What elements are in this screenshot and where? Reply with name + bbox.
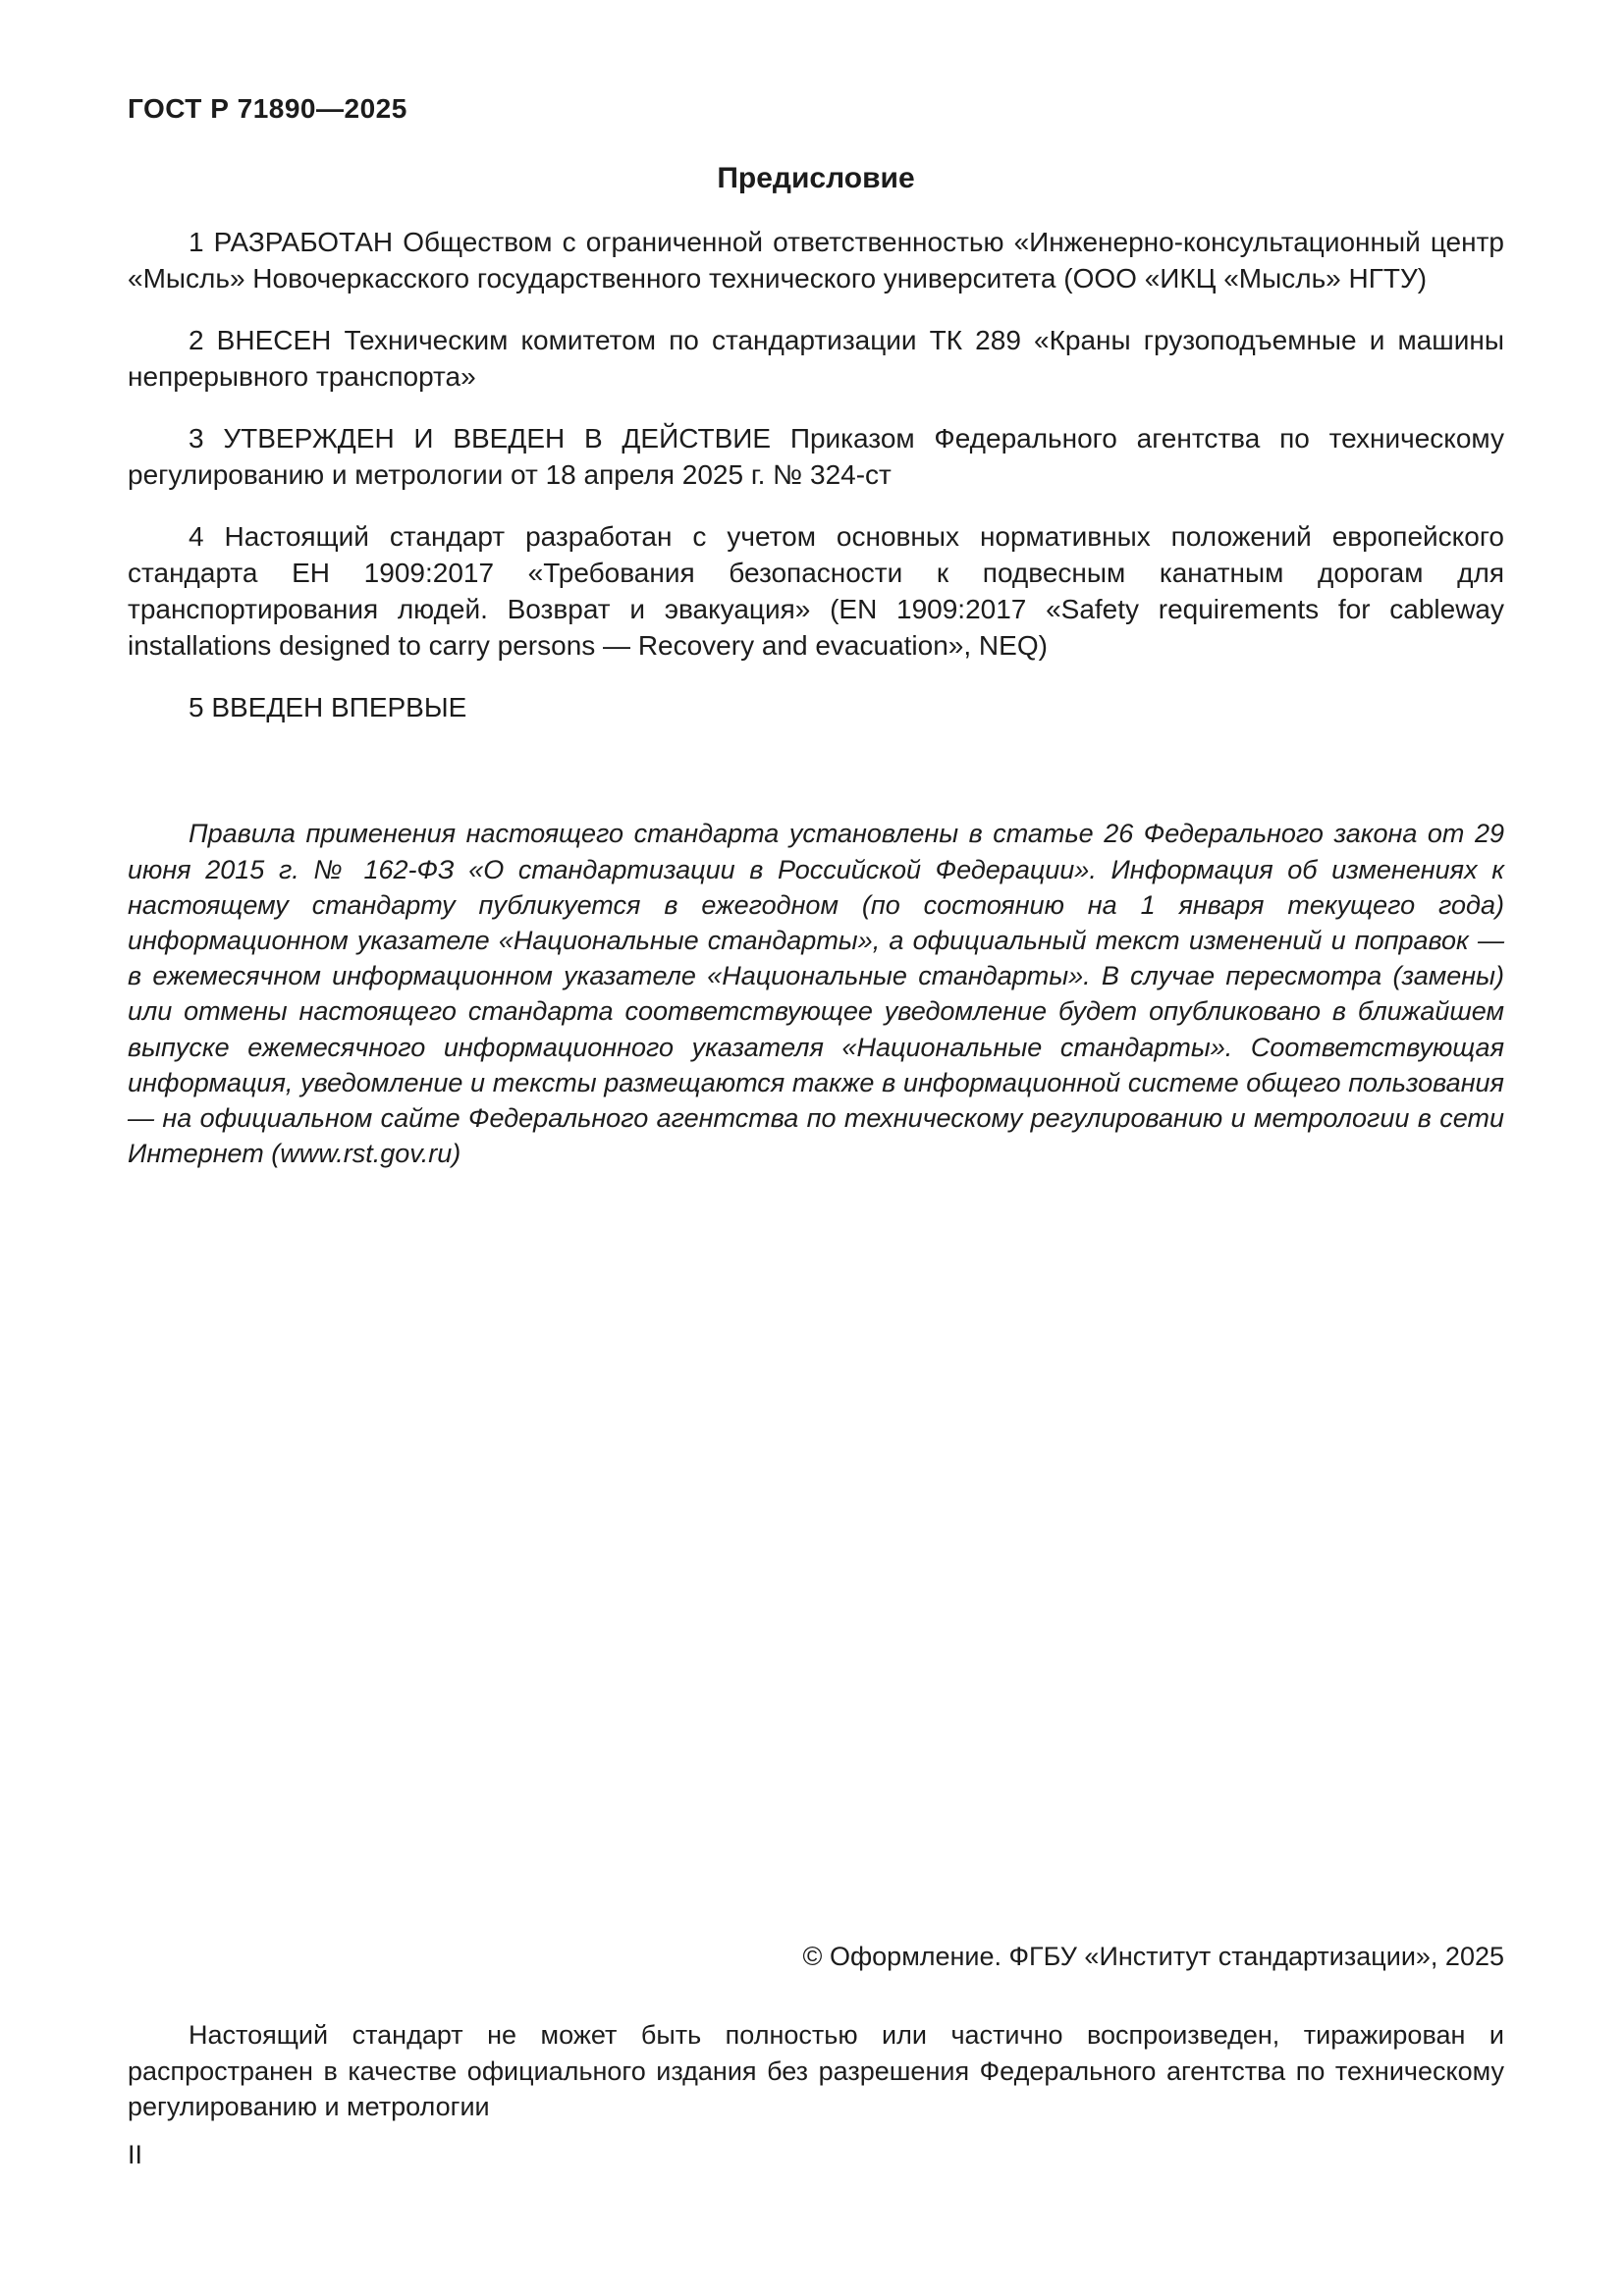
page-title: Предисловие [717,162,915,194]
page-content [128,93,1504,1171]
reproduction-notice: Настоящий стандарт не может быть полностью или частично воспроизведен, тиражирован и распространен в качестве официального издания без разрешения Федерального агентства по техническому регулированию и метрологии [128,2020,1504,2121]
foreword-paragraph-2: 2 ВНЕСЕН Техническим комитетом по стандартизации ТК 289 «Краны грузоподъемные и машины непрерывного транспорта» [128,324,1504,392]
copyright-notice: © Оформление. ФГБУ «Институт стандартизации», 2025 [802,1942,1504,1972]
foreword-paragraph-1: 1 РАЗРАБОТАН Обществом с ограниченной ответственностью «Инженерно-консультационный центр «Мысль» Новочеркасского государственного технического университета (ООО «ИКЦ «Мысль» НГТУ) [128,227,1504,294]
page-number: II [128,2140,143,2169]
doc-code: ГОСТ Р 71890—2025 [128,93,407,124]
legal-application-notice: Правила применения настоящего стандарта установлены в статье 26 Федерального закона от 29 июня 2015 г. № 162-ФЗ «О стандартизации в Российской Федерации». Информация об изменениях к настоящему стандарту публикуется в ежегодном (по состоянию на 1 января текущего года) информационном указателе «Национальные стандарты», а официальный текст изменений и поправок — в ежемесячном информационном указателе «Национальные стандарты». В случае пересмотра (замены) или отмены настоящего стандарта соответствующее уведомление будет опубликовано в ближайшем выпуске ежемесячного информационного указателя «Национальные стандарты». Соответствующая информация, уведомление и тексты размещаются также в информационной системе общего пользования — на официальном сайте Федерального агентства по техническому регулированию и метрологии в сети Интернет (www.rst.gov.ru) [128,819,1504,1169]
foreword-paragraph-3: 3 УТВЕРЖДЕН И ВВЕДЕН В ДЕЙСТВИЕ Приказом Федерального агентства по техническому регулированию и метрологии от 18 апреля 2025 г. № 324-ст [128,422,1504,490]
foreword-paragraph-5: 5 ВВЕДЕН ВПЕРВЫЕ [189,691,467,722]
page-footer [128,1942,1504,2170]
foreword-paragraph-4: 4 Настоящий стандарт разработан с учетом основных нормативных положений европейского стандарта ЕН 1909:2017 «Требования безопасности к подвесным канатным дорогам для транспортирования людей. Возврат и эвакуация» (EN 1909:2017 «Safety requirements for cableway installations designed to carry persons — Recovery and evacuation», NEQ) [128,520,1504,661]
